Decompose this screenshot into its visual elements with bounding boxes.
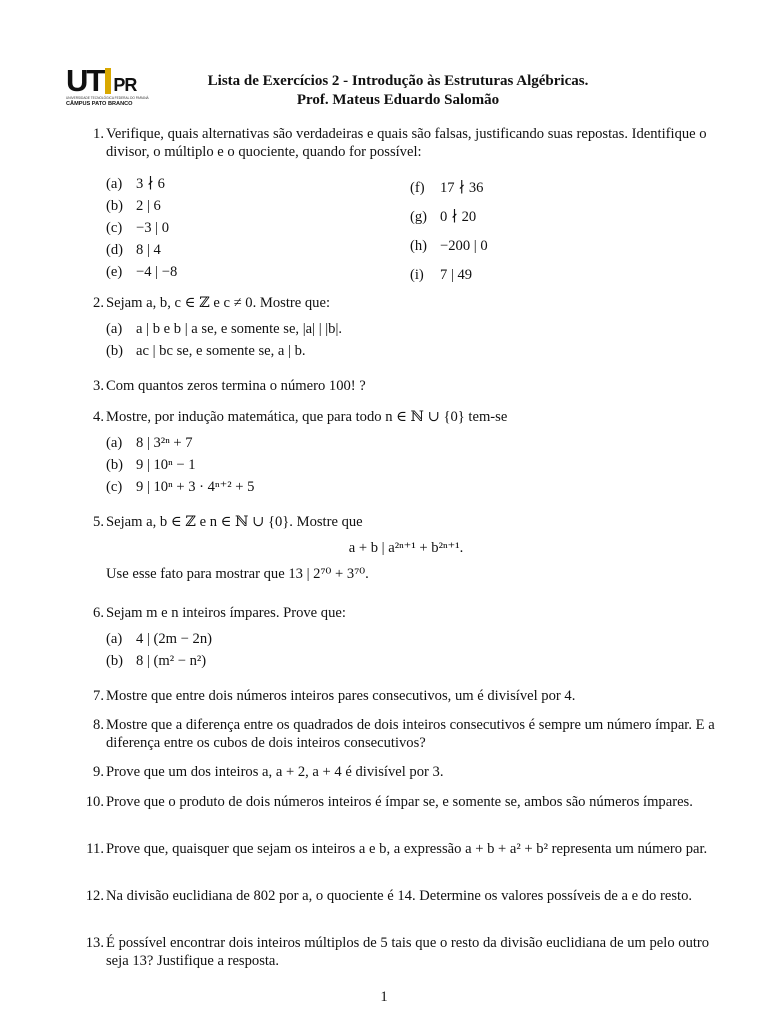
question-text: Com quantos zeros termina o número 100! ? xyxy=(106,378,366,394)
question-text: Na divisão euclidiana de 802 por a, o quociente é 14. Determine os valores possíveis de a e do resto. xyxy=(106,888,693,904)
question-followup: Use esse fato para mostrar que 13 | 2⁷⁰ + 3⁷⁰. xyxy=(106,566,369,582)
list-item: (b) ac | bc se, e somente se, a | b. xyxy=(106,343,306,359)
list-item: (i) 7 | 49 xyxy=(410,266,473,283)
alternatives-grid xyxy=(106,173,728,289)
question-number: 3. xyxy=(93,378,104,394)
question-number: 5. xyxy=(93,514,104,530)
question-text: Verifique, quais alternativas são verdadeiras e quais são falsas, justificando suas repostas. Identifique o divisor, o múltiplo e o quociente, quando for possível: xyxy=(106,126,707,160)
question-12 xyxy=(84,887,728,905)
question-text: Mostre que a diferença entre os quadrados de dois inteiros consecutivos é sempre um número ímpar. E a diferença entre os cubos de dois inteiros consecutivos? xyxy=(106,717,715,751)
question-7 xyxy=(84,687,728,705)
utfpr-logo xyxy=(66,63,154,107)
list-item: (a) 3 ∤ 6 xyxy=(106,176,165,192)
question-number: 7. xyxy=(93,688,104,704)
question-number: 9. xyxy=(93,764,104,780)
list-item: (b) 2 | 6 xyxy=(106,198,161,214)
question-number: 11. xyxy=(86,841,104,857)
question-number: 8. xyxy=(93,717,104,733)
list-item: (f) 17 ∤ 36 xyxy=(410,179,484,196)
question-number: 1. xyxy=(93,126,104,142)
list-item: (b) 9 | 10ⁿ − 1 xyxy=(106,457,196,473)
question-number: 10. xyxy=(85,794,104,810)
question-2 xyxy=(84,294,728,362)
question-text: Sejam a, b ∈ ℤ e n ∈ ℕ ∪ {0}. Mostre que xyxy=(106,514,363,530)
question-text: É possível encontrar dois inteiros múltiplos de 5 tais que o resto da divisão euclidiana de um pelo outro seja 13? Justifique a resposta. xyxy=(106,935,710,969)
list-item: (e) −4 | −8 xyxy=(106,264,178,280)
alternatives-left-column xyxy=(106,173,410,289)
question-text: Mostre que entre dois números inteiros pares consecutivos, um é divisível por 4. xyxy=(106,688,576,704)
list-item: (a) a | b e b | a se, e somente se, |a| | |b|. xyxy=(106,321,343,337)
question-number: 12. xyxy=(85,888,104,904)
logo-tagline: UNIVERSIDADE TECNOLÓGICA FEDERAL DO PARANÁ xyxy=(66,96,149,100)
question-text: Prove que um dos inteiros a, a + 2, a + 4 é divisível por 3. xyxy=(106,764,444,780)
list-item: (a) 4 | (2m − 2n) xyxy=(106,631,213,647)
list-item: (c) −3 | 0 xyxy=(106,220,170,236)
logo-yellow-bar xyxy=(105,68,111,94)
title-line-1: Lista de Exercícios 2 - Introdução às Estruturas Algébricas. xyxy=(207,73,589,89)
list-item: (g) 0 ∤ 20 xyxy=(410,208,477,225)
sub-items xyxy=(106,318,728,362)
list-item: (d) 8 | 4 xyxy=(106,242,161,258)
logo-text-ut: UT xyxy=(66,63,104,98)
question-text: Prove que, quaisquer que sejam os inteiros a e b, a expressão a + b + a² + b² representa um número par. xyxy=(106,841,708,857)
logo-text-pr: PR xyxy=(113,75,137,95)
question-number: 13. xyxy=(85,935,104,951)
question-text: Mostre, por indução matemática, que para todo n ∈ ℕ ∪ {0} tem-se xyxy=(106,409,508,425)
question-text: Sejam a, b, c ∈ ℤ e c ≠ 0. Mostre que: xyxy=(106,295,330,311)
logo-campus: CÂMPUS PATO BRANCO xyxy=(66,101,133,107)
question-text: Sejam m e n inteiros ímpares. Prove que: xyxy=(106,605,346,621)
list-item: (b) 8 | (m² − n²) xyxy=(106,653,207,669)
question-4 xyxy=(84,408,728,498)
document-title xyxy=(168,72,628,110)
list-item: (a) 8 | 3²ⁿ + 7 xyxy=(106,435,193,451)
question-3 xyxy=(84,377,728,395)
question-number: 4. xyxy=(93,409,104,425)
alternatives-right-column xyxy=(410,173,610,289)
sub-items xyxy=(106,432,728,498)
page-number: 1 xyxy=(380,989,388,1005)
question-1 xyxy=(84,125,728,289)
question-13 xyxy=(84,934,728,970)
question-number: 2. xyxy=(93,295,104,311)
question-text: Prove que o produto de dois números inteiros é ímpar se, e somente se, ambos são números ímpares. xyxy=(106,794,693,810)
list-item: (c) 9 | 10ⁿ + 3 · 4ⁿ⁺² + 5 xyxy=(106,479,255,495)
question-number: 6. xyxy=(93,605,104,621)
title-line-2: Prof. Mateus Eduardo Salomão xyxy=(296,92,500,108)
display-formula: a + b | a²ⁿ⁺¹ + b²ⁿ⁺¹. xyxy=(348,540,464,556)
sub-items xyxy=(106,628,728,672)
question-5 xyxy=(84,513,728,583)
question-8 xyxy=(84,716,728,752)
question-6 xyxy=(84,604,728,672)
question-10 xyxy=(84,793,728,811)
list-item: (h) −200 | 0 xyxy=(410,237,488,254)
question-9 xyxy=(84,763,728,781)
question-11 xyxy=(84,840,728,858)
